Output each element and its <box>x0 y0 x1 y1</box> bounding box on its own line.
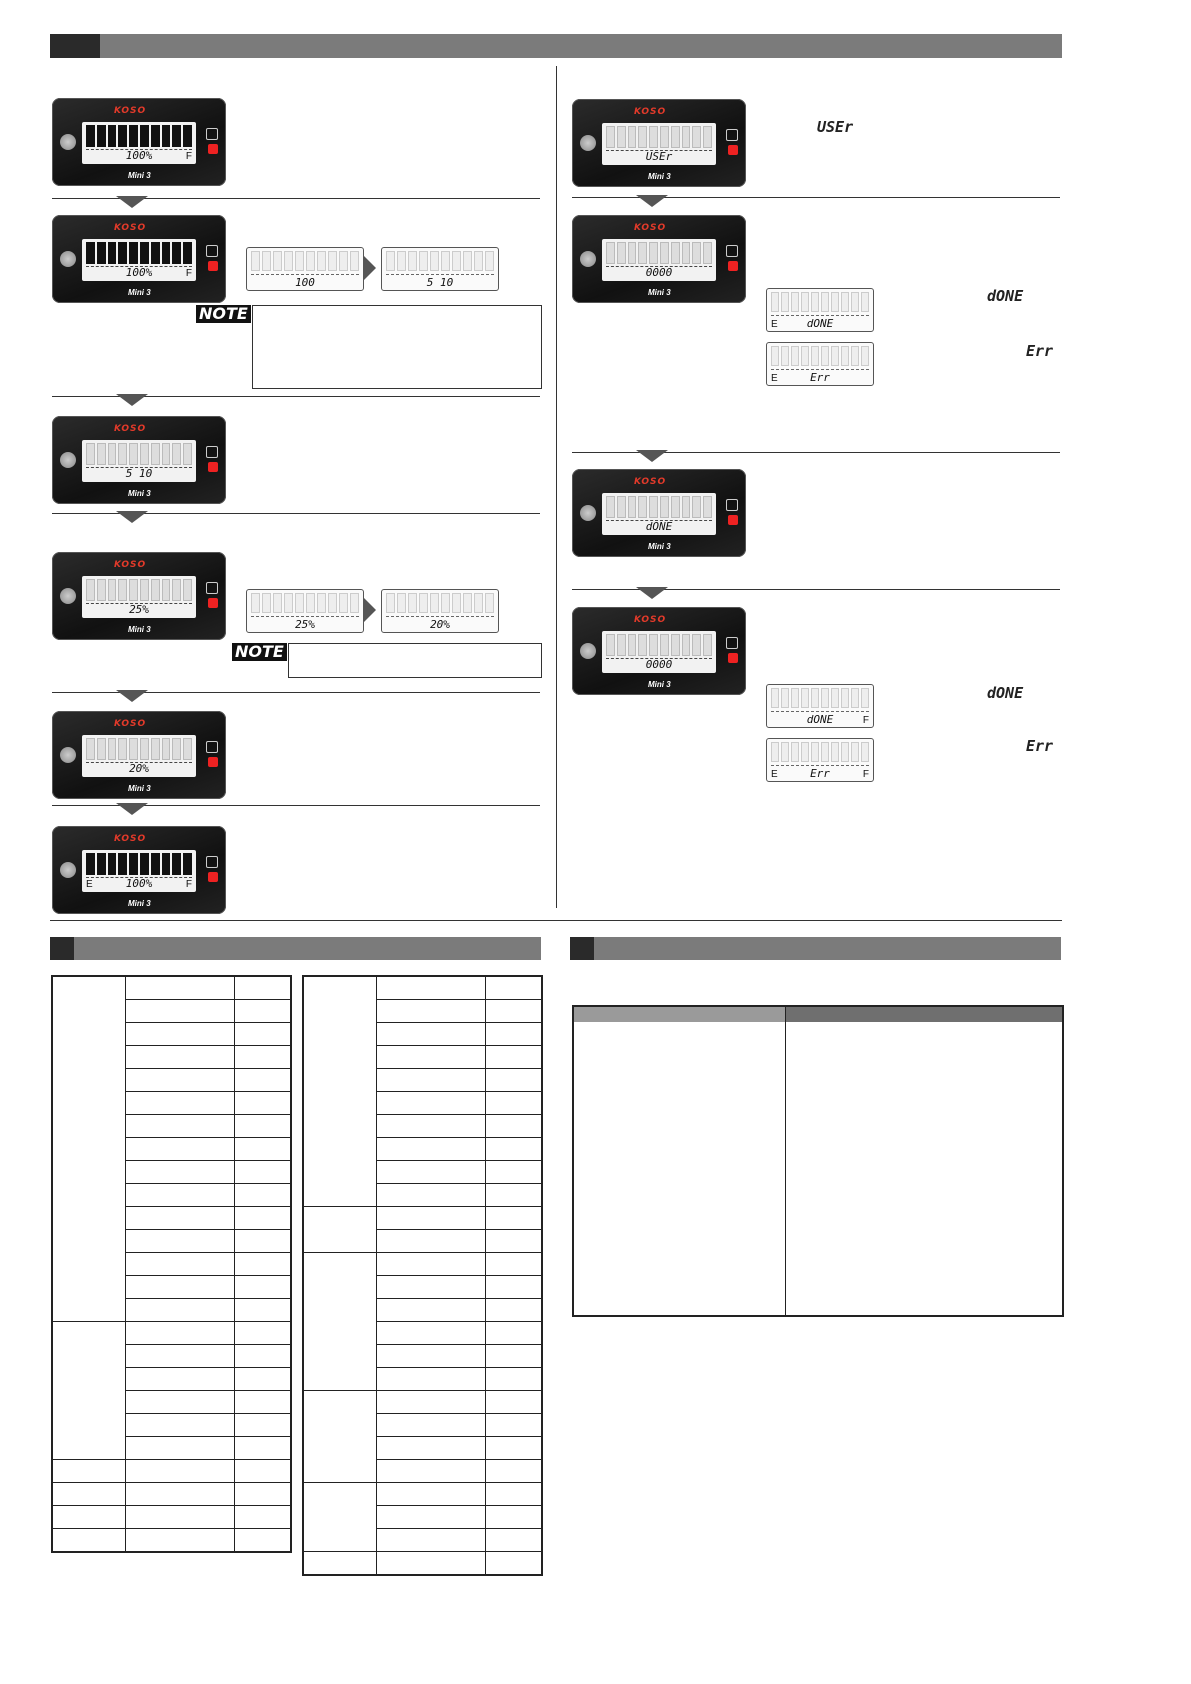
button-idle-icon[interactable] <box>60 862 76 878</box>
down-arrow-icon <box>116 394 148 406</box>
button-press-icon[interactable] <box>580 135 596 151</box>
table-row <box>52 1460 291 1483</box>
lcd-readout: 0000 <box>645 658 673 671</box>
lcd-readout: Err <box>810 371 830 384</box>
table-row <box>303 1483 542 1506</box>
device-display <box>52 826 226 914</box>
full-label: F <box>185 268 192 279</box>
lcd-preview <box>246 589 364 633</box>
down-arrow-icon <box>636 450 668 462</box>
table-header-left <box>574 1007 785 1022</box>
device-display <box>52 416 226 504</box>
lcd-readout: 0000 <box>645 266 673 279</box>
warning-icon <box>728 515 738 525</box>
table-row <box>52 1322 291 1345</box>
lcd-screen <box>82 122 196 164</box>
device-display <box>52 98 226 186</box>
troubleshooting-table <box>572 1005 1064 1317</box>
button-press-icon[interactable] <box>580 643 596 659</box>
lcd-screen <box>82 239 196 281</box>
section-header-bar <box>50 34 1062 58</box>
table-row <box>52 1483 291 1506</box>
warning-icon <box>208 757 218 767</box>
lcd-readout: 100% <box>125 149 153 162</box>
fuel-icon <box>726 129 738 141</box>
device-display <box>52 552 226 640</box>
done-label: dONE <box>987 287 1024 305</box>
device-display <box>52 215 226 303</box>
lcd-readout: dONE <box>806 317 834 330</box>
brand-logo: KOSO <box>114 719 147 729</box>
user-mode-label: USEr <box>817 118 854 136</box>
table-column-divider <box>785 1007 786 1315</box>
button-press-icon[interactable] <box>60 251 76 267</box>
lcd-screen <box>602 239 716 281</box>
specification-table <box>302 975 543 1576</box>
lcd-readout: USEr <box>645 150 673 163</box>
lcd-readout: dONE <box>645 520 673 533</box>
brand-logo: KOSO <box>114 424 147 434</box>
lcd-preview <box>381 247 499 291</box>
note-box <box>252 305 542 389</box>
down-arrow-icon <box>116 511 148 523</box>
warning-icon <box>208 261 218 271</box>
lcd-preview: E Err <box>766 342 874 386</box>
lcd-screen <box>82 576 196 618</box>
fuel-icon <box>206 446 218 458</box>
section-header-block <box>570 937 594 960</box>
lcd-screen <box>82 440 196 482</box>
device-display <box>572 99 746 187</box>
down-arrow-icon <box>636 587 668 599</box>
table-row <box>303 1552 542 1576</box>
model-label: Mini 3 <box>128 489 151 498</box>
full-label: F <box>185 879 192 890</box>
note-label: NOTE <box>232 643 287 661</box>
lcd-preview: E Err F <box>766 738 874 782</box>
brand-logo: KOSO <box>634 223 667 233</box>
section-header-block <box>50 34 100 58</box>
specification-table <box>51 975 292 1553</box>
fuel-icon <box>206 582 218 594</box>
table-header-right <box>785 1007 1062 1022</box>
device-display <box>572 215 746 303</box>
warning-icon <box>728 653 738 663</box>
lcd-preview: E dONE <box>766 288 874 332</box>
lcd-screen <box>602 631 716 673</box>
lcd-readout: 20% <box>430 618 450 631</box>
section-header-bar <box>50 937 541 960</box>
table-row <box>303 1253 542 1276</box>
model-label: Mini 3 <box>128 899 151 908</box>
lcd-readout: 100 <box>295 276 315 289</box>
model-label: Mini 3 <box>648 542 671 551</box>
table-row <box>52 1506 291 1529</box>
lcd-readout: 20% <box>129 762 149 775</box>
table-row <box>52 1529 291 1553</box>
fuel-icon <box>206 741 218 753</box>
button-idle-icon[interactable] <box>60 747 76 763</box>
lcd-readout: Err <box>810 767 830 780</box>
brand-logo: KOSO <box>114 106 147 116</box>
model-label: Mini 3 <box>128 625 151 634</box>
lcd-screen <box>82 850 196 892</box>
fuel-icon <box>726 499 738 511</box>
brand-logo: KOSO <box>634 477 667 487</box>
button-press-icon[interactable] <box>60 134 76 150</box>
model-label: Mini 3 <box>128 784 151 793</box>
warning-icon <box>728 261 738 271</box>
lcd-readout: dONE <box>806 713 834 726</box>
warning-icon <box>208 462 218 472</box>
lcd-preview <box>381 589 499 633</box>
error-label: Err <box>1026 342 1054 360</box>
fuel-icon <box>206 856 218 868</box>
device-display <box>52 711 226 799</box>
brand-logo: KOSO <box>114 223 147 233</box>
done-label: dONE <box>987 684 1024 702</box>
device-display <box>572 469 746 557</box>
error-label: Err <box>1026 737 1054 755</box>
model-label: Mini 3 <box>128 288 151 297</box>
section-header-block <box>50 937 74 960</box>
lcd-readout: 25% <box>295 618 315 631</box>
column-divider <box>556 66 557 908</box>
table-row <box>303 1391 542 1414</box>
model-label: Mini 3 <box>648 288 671 297</box>
device-display <box>572 607 746 695</box>
down-arrow-icon <box>116 690 148 702</box>
warning-icon <box>208 144 218 154</box>
table-row <box>303 976 542 1000</box>
note-box <box>288 643 542 678</box>
note-label: NOTE <box>196 305 251 323</box>
right-arrow-icon <box>364 598 376 622</box>
lcd-preview <box>246 247 364 291</box>
lcd-readout: 100% <box>125 266 153 279</box>
down-arrow-icon <box>636 195 668 207</box>
lcd-screen <box>82 735 196 777</box>
button-press-icon[interactable] <box>580 251 596 267</box>
lcd-readout: 25% <box>129 603 149 616</box>
model-label: Mini 3 <box>128 171 151 180</box>
section-divider <box>50 920 1062 921</box>
lcd-screen <box>602 493 716 535</box>
lcd-readout: 100% <box>125 877 153 890</box>
brand-logo: KOSO <box>634 615 667 625</box>
warning-icon <box>208 598 218 608</box>
button-press-icon[interactable] <box>580 505 596 521</box>
model-label: Mini 3 <box>648 172 671 181</box>
brand-logo: KOSO <box>114 560 147 570</box>
lcd-screen <box>602 123 716 165</box>
model-label: Mini 3 <box>648 680 671 689</box>
empty-label: E <box>86 879 93 890</box>
fuel-icon <box>206 128 218 140</box>
warning-icon <box>728 145 738 155</box>
fuel-icon <box>726 245 738 257</box>
lcd-readout: 5 10 <box>426 276 454 289</box>
brand-logo: KOSO <box>114 834 147 844</box>
full-label: F <box>185 151 192 162</box>
fuel-icon <box>206 245 218 257</box>
lcd-readout: 5 10 <box>125 467 153 480</box>
warning-icon <box>208 872 218 882</box>
down-arrow-icon <box>116 803 148 815</box>
fuel-icon <box>726 637 738 649</box>
table-row <box>52 976 291 1000</box>
right-arrow-icon <box>364 256 376 280</box>
button-press-icon[interactable] <box>60 452 76 468</box>
down-arrow-icon <box>116 196 148 208</box>
table-row <box>303 1207 542 1230</box>
lcd-preview: dONE F <box>766 684 874 728</box>
button-idle-icon[interactable] <box>60 588 76 604</box>
brand-logo: KOSO <box>634 107 667 117</box>
section-header-bar <box>570 937 1061 960</box>
